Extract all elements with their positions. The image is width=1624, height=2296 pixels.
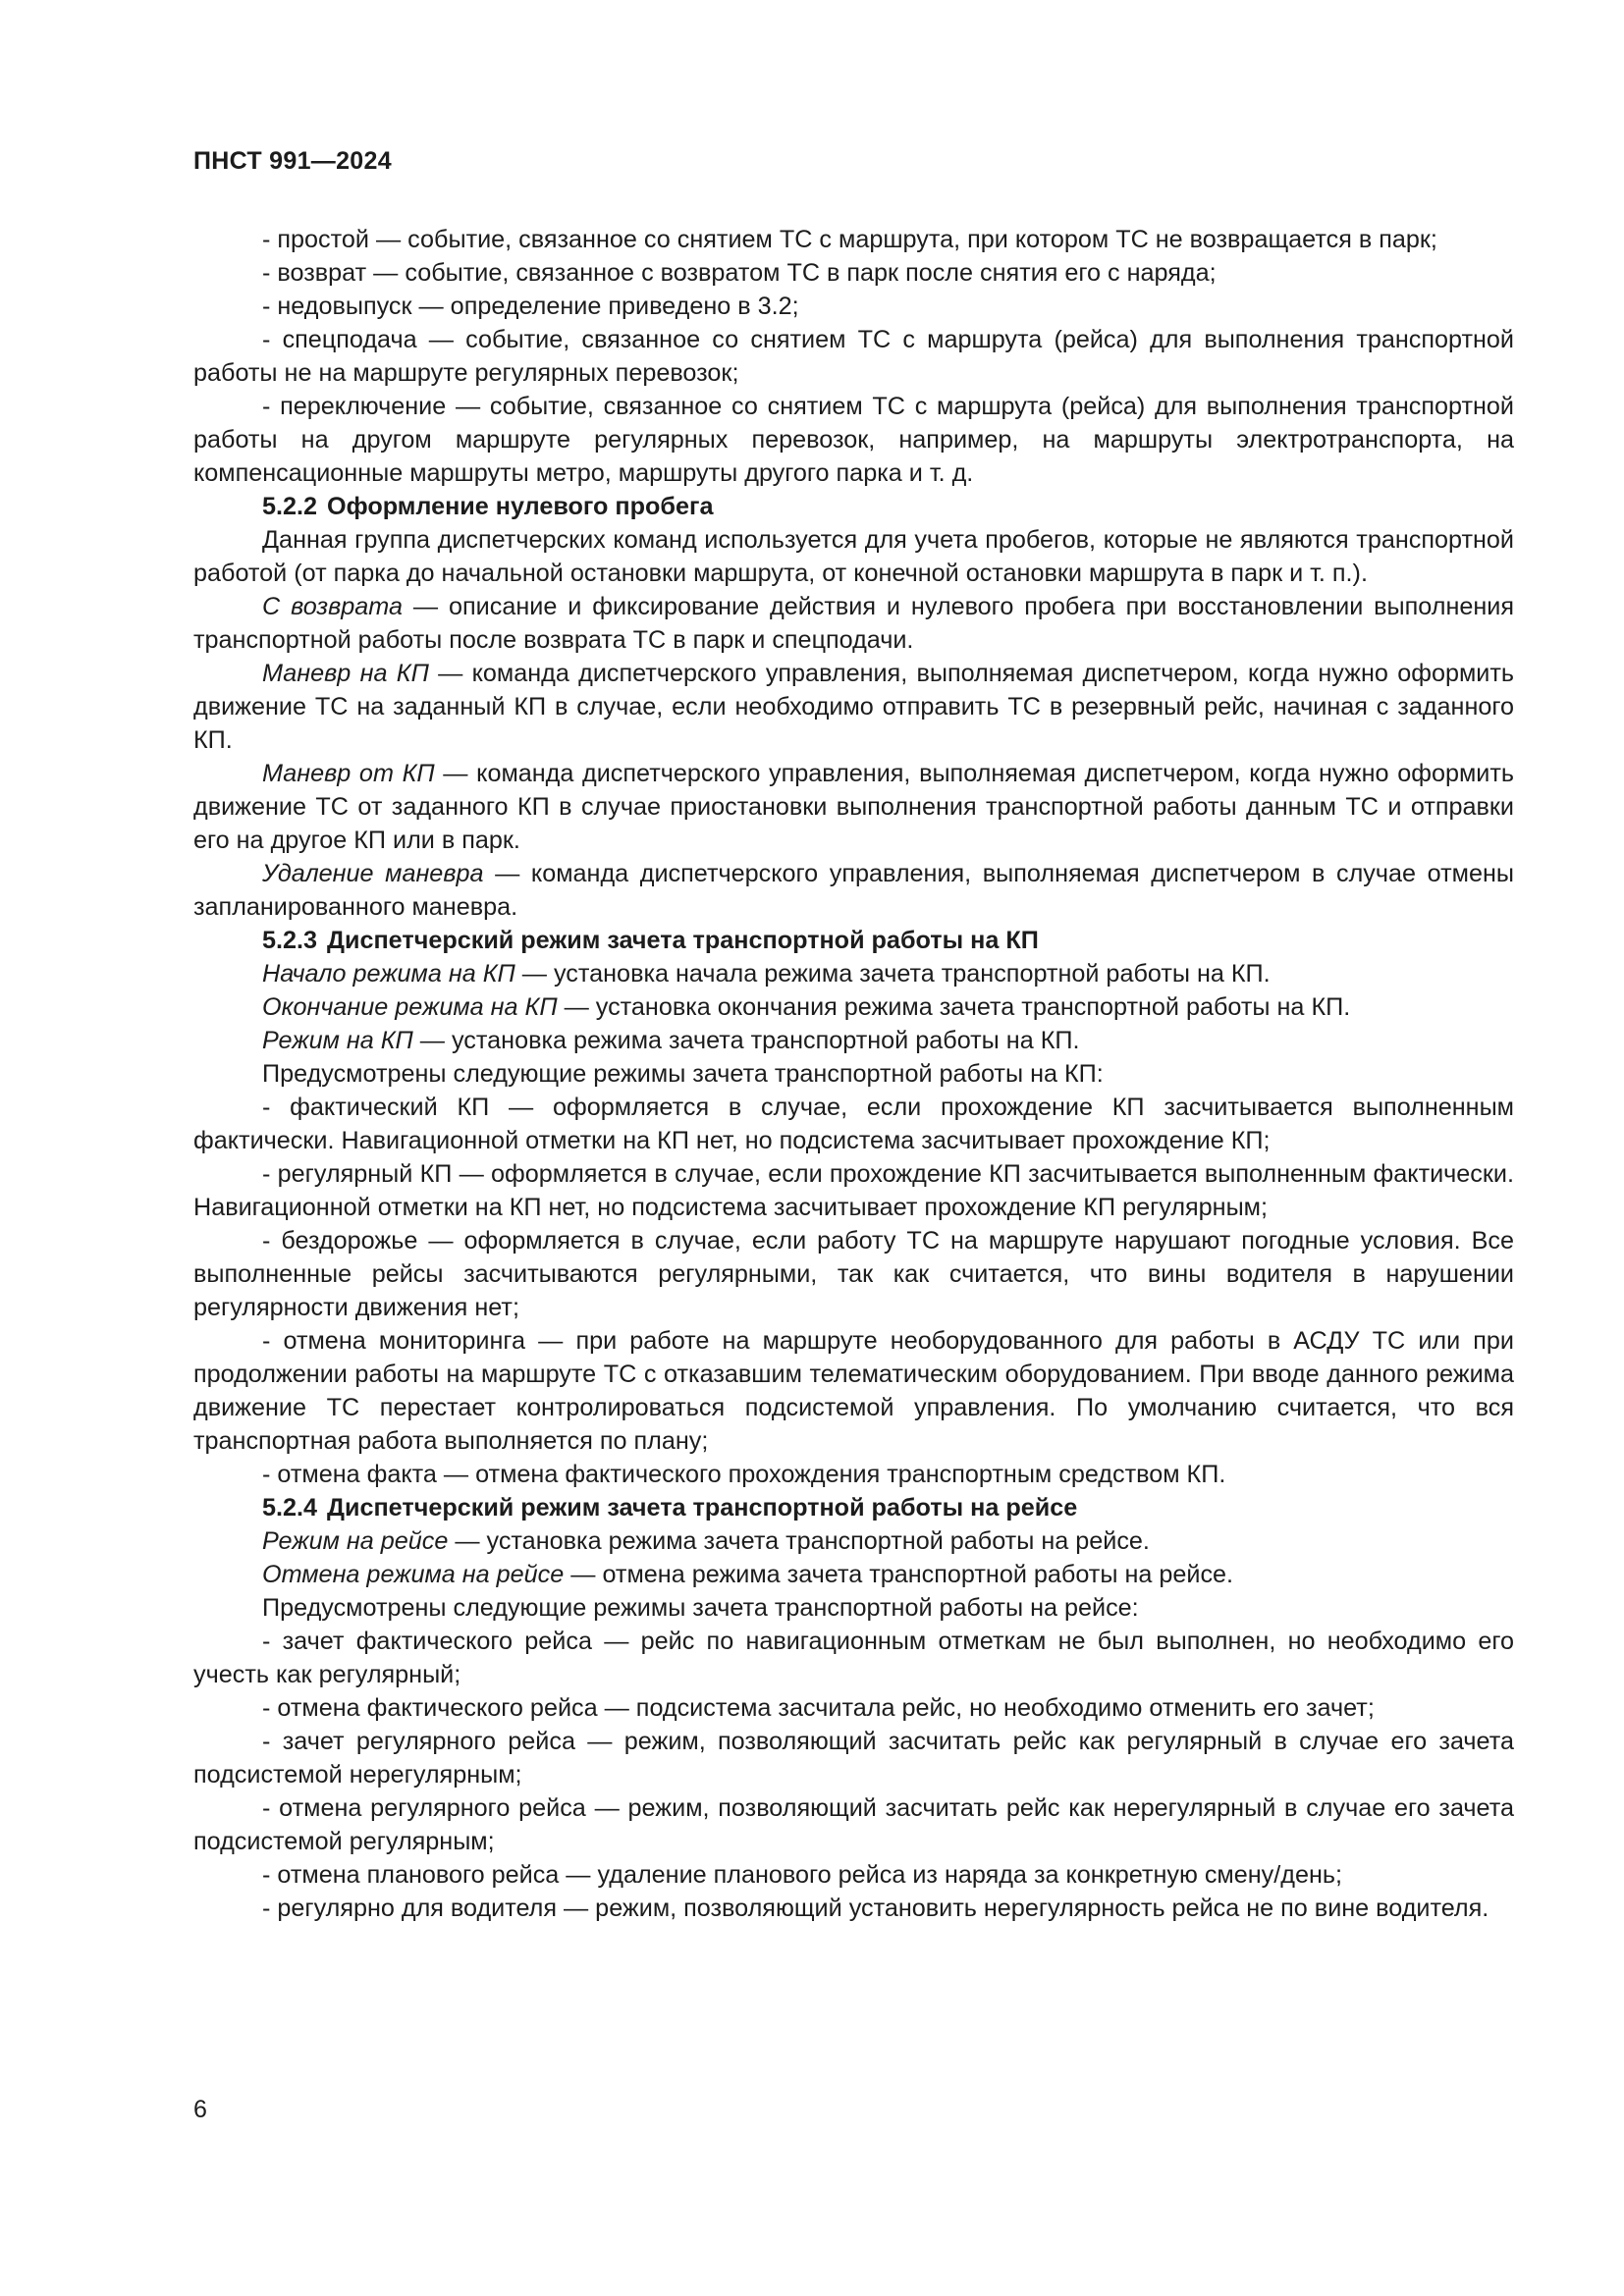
- definition-maneuver-from-cp: [193, 757, 1514, 857]
- definition-text: — отмена режима зачета транспортной работы на рейсе.: [564, 1561, 1234, 1588]
- definition-term: Режим на рейсе: [262, 1527, 449, 1555]
- list-item-mode-cancel-monitoring: - отмена мониторинга — при работе на маршруте необорудованного для работы в АСДУ ТС или при продолжении работы на маршруте ТС с отказавшим телематическим оборудованием. При вводе данного режима движение ТС перестает контролироваться подсистемой управления. По умолчанию считается, что вся транспортная работа выполняется по плану;: [193, 1327, 1514, 1455]
- definition-text: — команда диспетчерского управления, выполняемая диспетчером, когда нужно оформить движение ТС на заданный КП в случае, если необходимо отправить ТС в резервный рейс, начиная с заданного КП.: [193, 660, 1515, 754]
- definition-mode-end-cp: [193, 990, 1514, 1024]
- list-item-underrelease: - недовыпуск — определение приведено в 3.2;: [262, 293, 799, 320]
- definition-text: — установка начала режима зачета транспортной работы на КП.: [514, 960, 1271, 988]
- definition-from-return: [193, 590, 1514, 657]
- list-item-return: - возврат — событие, связанное с возвратом ТС в парк после снятия его с наряда;: [262, 259, 1217, 287]
- list-item-mode-actual-cp: - фактический КП — оформляется в случае, если прохождение КП засчитывается выполненным фактически. Навигационной отметки на КП нет, но подсистема засчитывает прохождение КП;: [193, 1094, 1514, 1154]
- definition-mode-cp: [193, 1024, 1514, 1057]
- definition-text: — установка режима зачета транспортной работы на КП.: [412, 1027, 1080, 1054]
- definition-mode-trip: [193, 1524, 1514, 1558]
- list-item-cancel-regular-trip: - отмена регулярного рейса — режим, позволяющий засчитать рейс как нерегулярный в случае его зачета подсистемой регулярным;: [193, 1794, 1514, 1855]
- list-item-mode-cancel-fact: - отмена факта — отмена фактического прохождения транспортным средством КП.: [262, 1461, 1226, 1488]
- list-item-mode-regular-cp: - регулярный КП — оформляется в случае, если прохождение КП засчитывается выполненным фактически. Навигационной отметки на КП нет, но подсистема засчитывает прохождение КП регулярным;: [193, 1160, 1514, 1221]
- section-title: Оформление нулевого пробега: [327, 493, 714, 520]
- definition-term: Отмена режима на рейсе: [262, 1561, 565, 1588]
- document-designation: ПНСТ 991—2024: [193, 147, 392, 175]
- section-heading-5-2-3: [193, 924, 1514, 957]
- definition-text: — описание и фиксирование действия и нулевого пробега при восстановлении выполнения транспортной работы после возврата ТС в парк и спецподачи.: [193, 593, 1514, 654]
- definition-text: — команда диспетчерского управления, выполняемая диспетчером в случае отмены запланированного маневра.: [193, 860, 1514, 921]
- list-item-regular-for-driver: - регулярно для водителя — режим, позволяющий установить нерегулярность рейса не по вине водителя.: [262, 1895, 1489, 1922]
- list-item-switching: - переключение — событие, связанное со снятием ТС с маршрута (рейса) для выполнения транспортной работы на другом маршруте регулярных перевозок, например, на маршруты электротранспорта, на компенсационные маршруты метро, маршруты другого парка и т. д.: [193, 393, 1514, 487]
- list-item-idle: - простой — событие, связанное со снятием ТС с маршрута, при котором ТС не возвращается в парк;: [262, 226, 1437, 253]
- definition-term: С возврата: [262, 593, 404, 620]
- section-heading-5-2-4: [193, 1491, 1514, 1524]
- definition-term: Режим на КП: [262, 1027, 413, 1054]
- list-item-credit-regular-trip: - зачет регулярного рейса — режим, позволяющий засчитать рейс как регулярный в случае его зачета подсистемой нерегулярным;: [193, 1728, 1514, 1789]
- list-item-mode-offroad: - бездорожье — оформляется в случае, если работу ТС на маршруте нарушают погодные условия. Все выполненные рейсы засчитываются регулярными, так как считается, что вины водителя в нарушении регулярности движения нет;: [193, 1227, 1514, 1321]
- definition-term: Окончание режима на КП: [262, 993, 558, 1021]
- page-number: 6: [193, 2096, 207, 2123]
- definition-term: Начало режима на КП: [262, 960, 515, 988]
- definition-maneuver-to-cp: [193, 657, 1514, 757]
- paragraph-modes-intro-cp: Предусмотрены следующие режимы зачета транспортной работы на КП:: [262, 1060, 1104, 1088]
- definition-mode-start-cp: [193, 957, 1514, 990]
- section-number: 5.2.4: [262, 1494, 318, 1522]
- section-heading-5-2-2: [193, 490, 1514, 523]
- list-item-credit-actual-trip: - зачет фактического рейса — рейс по навигационным отметкам не был выполнен, но необходимо его учесть как регулярный;: [193, 1628, 1514, 1688]
- definition-term: Маневр от КП: [262, 760, 435, 787]
- section-number: 5.2.2: [262, 493, 318, 520]
- list-item-cancel-planned-trip: - отмена планового рейса — удаление планового рейса из наряда за конкретную смену/день;: [262, 1861, 1342, 1889]
- definition-text: — установка окончания режима зачета транспортной работы на КП.: [557, 993, 1351, 1021]
- definition-text: — установка режима зачета транспортной работы на рейсе.: [448, 1527, 1150, 1555]
- document-body: [193, 223, 1514, 1925]
- list-item-cancel-actual-trip: - отмена фактического рейса — подсистема засчитала рейс, но необходимо отменить его зачет;: [262, 1694, 1375, 1722]
- definition-term: Удаление маневра: [262, 860, 484, 887]
- definition-cancel-mode-trip: [193, 1558, 1514, 1591]
- list-item-special-dispatch: - спецподача — событие, связанное со снятием ТС с маршрута (рейса) для выполнения транспортной работы не на маршруте регулярных перевозок;: [193, 326, 1514, 387]
- section-title: Диспетчерский режим зачета транспортной работы на КП: [327, 927, 1039, 954]
- paragraph-modes-intro-trip: Предусмотрены следующие режимы зачета транспортной работы на рейсе:: [262, 1594, 1139, 1622]
- section-number: 5.2.3: [262, 927, 318, 954]
- definition-term: Маневр на КП: [262, 660, 429, 687]
- paragraph-intro-5-2-2: Данная группа диспетчерских команд используется для учета пробегов, которые не являются транспортной работой (от парка до начальной остановки маршрута, от конечной остановки маршрута в парк и т. п.).: [193, 526, 1514, 587]
- section-title: Диспетчерский режим зачета транспортной работы на рейсе: [327, 1494, 1078, 1522]
- definition-maneuver-delete: [193, 857, 1514, 924]
- definition-text: — команда диспетчерского управления, выполняемая диспетчером, когда нужно оформить движение ТС от заданного КП в случае приостановки выполнения транспортной работы данным ТС и отправки его на другое КП или в парк.: [193, 760, 1514, 854]
